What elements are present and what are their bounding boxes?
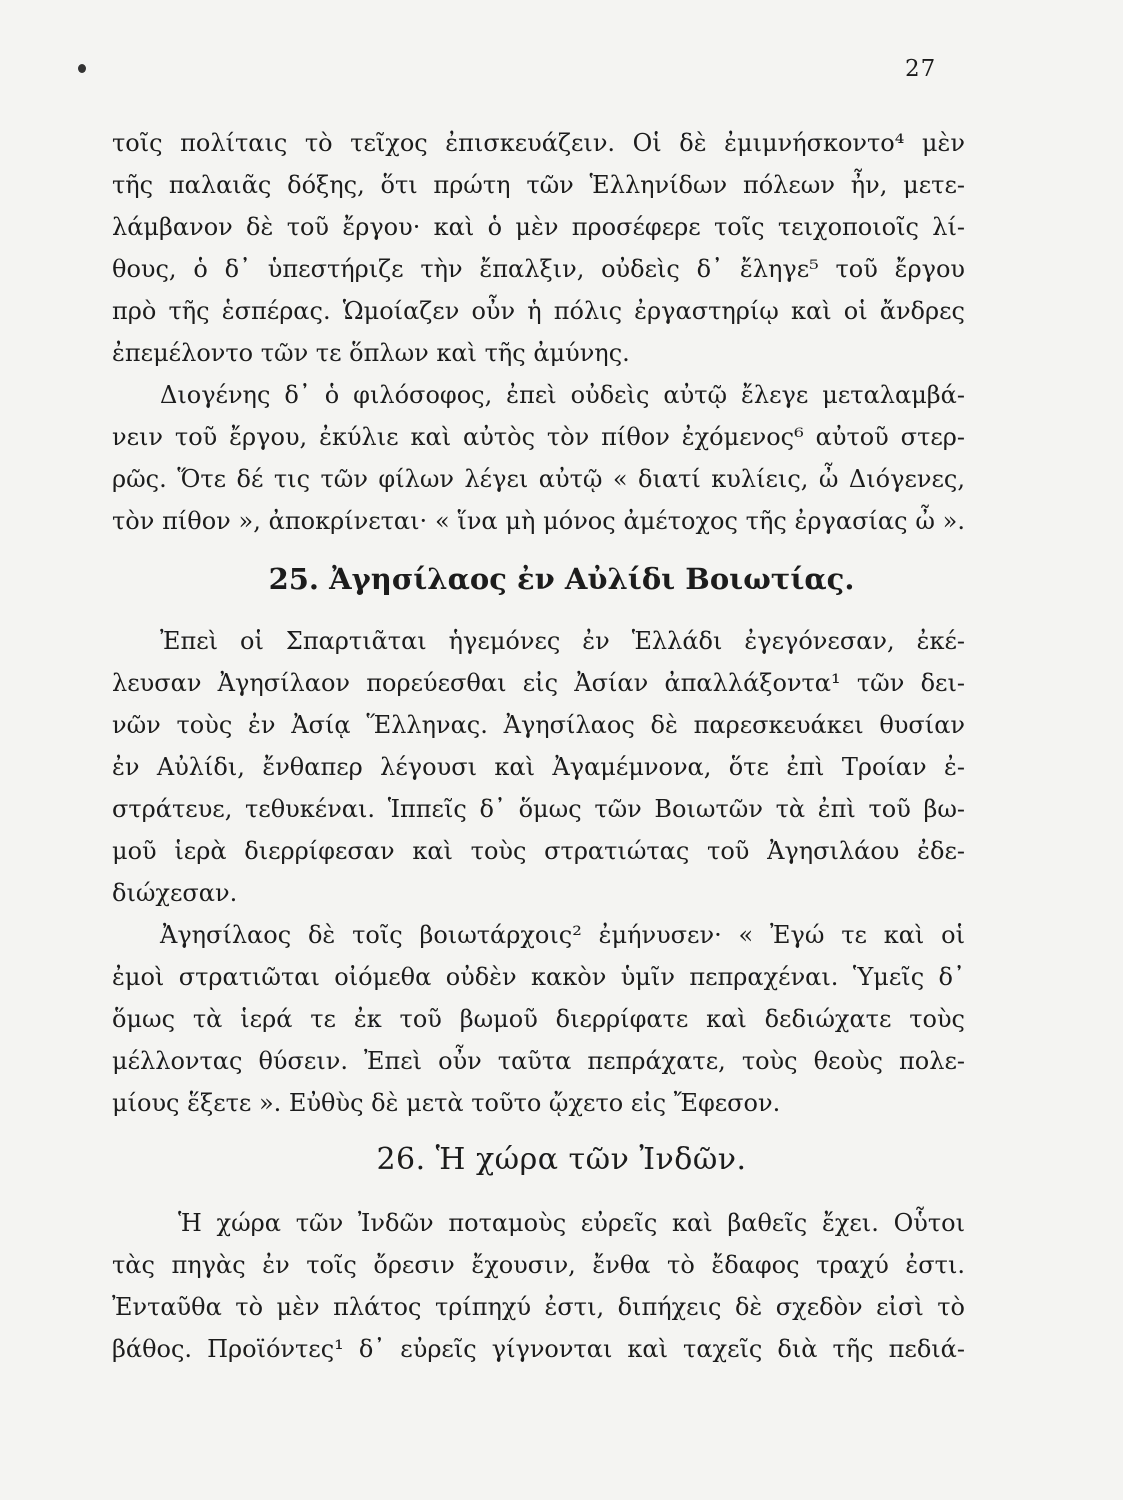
text-line: πρὸ τῆς ἑσπέρας. Ὡμοίαζεν οὖν ἡ πόλις ἐργαστηρίῳ καὶ οἱ ἄνδρες	[112, 297, 965, 325]
text-line: Ἐπεὶ οἱ Σπαρτιᾶται ἡγεμόνες ἐν Ἑλλάδι ἐγεγόνεσαν, ἐκέ-	[160, 627, 965, 655]
text-line: ἐμοὶ στρατιῶται οἰόμεθα οὐδὲν κακὸν ὑμῖν πεπραχέναι. Ὑμεῖς δ᾿	[112, 963, 965, 991]
text-line: βάθος. Προϊόντες¹ δ᾿ εὐρεῖς γίγνονται καὶ ταχεῖς διὰ τῆς πεδιά-	[112, 1335, 965, 1363]
text-line: ἐπεμέλοντο τῶν τε ὅπλων καὶ τῆς ἀμύνης.	[112, 339, 630, 367]
text-line: Διογένης δ᾿ ὁ φιλόσοφος, ἐπεὶ οὐδεὶς αὐτῷ ἔλεγε μεταλαμβά-	[160, 381, 965, 409]
text-line: θους, ὁ δ᾿ ὑπεστήριζε τὴν ἔπαλξιν, οὐδεὶς δ᾿ ἔληγε⁵ τοῦ ἔργου	[112, 255, 965, 283]
text-line: τὰς πηγὰς ἐν τοῖς ὄρεσιν ἔχουσιν, ἔνθα τὸ ἔδαφος τραχύ ἐστι.	[112, 1251, 965, 1279]
section-heading: 25. Ἀγησίλαος ἐν Αὐλίδι Βοιωτίας.	[268, 562, 855, 596]
text-line: τοῖς πολίταις τὸ τεῖχος ἐπισκευάζειν. Οἱ δὲ ἐμιμνήσκοντο⁴ μὲν	[112, 129, 965, 157]
text-line: τῆς παλαιᾶς δόξης, ὅτι πρώτη τῶν Ἑλληνίδων πόλεων ἦν, μετε-	[112, 171, 965, 199]
text-line: μέλλοντας θύσειν. Ἐπεὶ οὖν ταῦτα πεπράχατε, τοὺς θεοὺς πολε-	[112, 1047, 965, 1075]
text-line: στράτευε, τεθυκέναι. Ἱππεῖς δ᾿ ὅμως τῶν Βοιωτῶν τὰ ἐπὶ τοῦ βω-	[112, 795, 965, 823]
text-line: τὸν πίθον », ἀποκρίνεται· « ἵνα μὴ μόνος ἀμέτοχος τῆς ἐργασίας ὦ ».	[112, 507, 965, 535]
text-line: ὅμως τὰ ἱερά τε ἐκ τοῦ βωμοῦ διερρίφατε καὶ δεδιώχατε τοὺς	[112, 1005, 965, 1033]
scan-speck	[78, 64, 86, 73]
text-line: Ἡ χώρα τῶν Ἰνδῶν ποταμοὺς εὐρεῖς καὶ βαθεῖς ἔχει. Οὗτοι	[178, 1209, 965, 1237]
text-line: λευσαν Ἀγησίλαον πορεύεσθαι εἰς Ἀσίαν ἀπαλλάξοντα¹ τῶν δει-	[112, 669, 965, 697]
text-line: μοῦ ἱερὰ διερρίφεσαν καὶ τοὺς στρατιώτας τοῦ Ἀγησιλάου ἐδε-	[112, 837, 965, 865]
text-line: Ἀγησίλαος δὲ τοῖς βοιωτάρχοις² ἐμήνυσεν· « Ἐγώ τε καὶ οἱ	[160, 921, 965, 949]
text-line: μίους ἕξετε ». Εὐθὺς δὲ μετὰ τοῦτο ᾤχετο εἰς Ἔφεσον.	[112, 1089, 781, 1117]
text-line: ρῶς. Ὅτε δέ τις τῶν φίλων λέγει αὐτῷ « διατί κυλίεις, ὦ Διόγενες,	[112, 465, 965, 493]
text-line: λάμβανον δὲ τοῦ ἔργου· καὶ ὁ μὲν προσέφερε τοῖς τειχοποιοῖς λί-	[112, 213, 965, 241]
text-line: νῶν τοὺς ἐν Ἀσίᾳ Ἕλληνας. Ἀγησίλαος δὲ παρεσκευάκει θυσίαν	[112, 711, 965, 739]
text-line: διώχεσαν.	[112, 879, 238, 907]
section-heading: 26. Ἡ χώρα τῶν Ἰνδῶν.	[376, 1142, 747, 1177]
text-line: ἐν Αὐλίδι, ἔνθαπερ λέγουσι καὶ Ἀγαμέμνονα, ὅτε ἐπὶ Τροίαν ἐ-	[112, 753, 965, 781]
text-line: νειν τοῦ ἔργου, ἐκύλιε καὶ αὐτὸς τὸν πίθον ἐχόμενος⁶ αὐτοῦ στερ-	[112, 423, 965, 451]
page-number: 27	[905, 56, 937, 82]
text-line: Ἐνταῦθα τὸ μὲν πλάτος τρίπηχύ ἐστι, διπήχεις δὲ σχεδὸν εἰσὶ τὸ	[112, 1293, 965, 1321]
